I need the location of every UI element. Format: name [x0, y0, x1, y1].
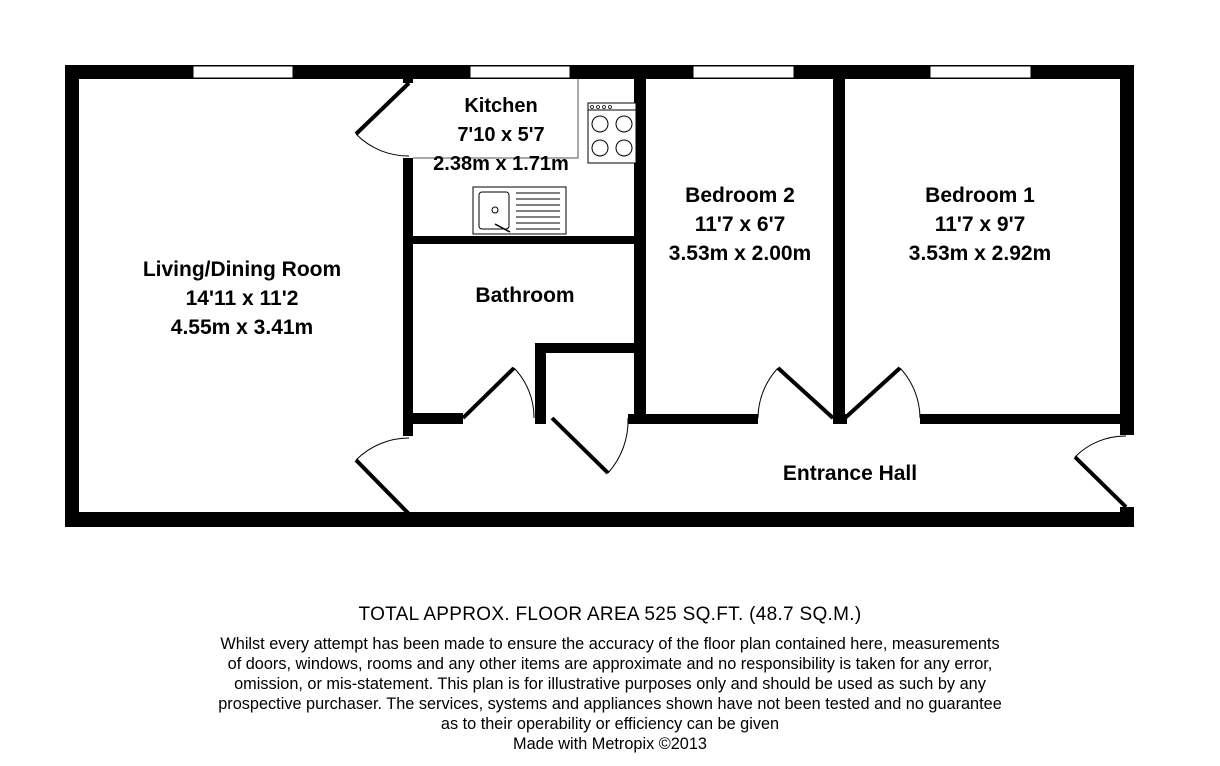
- right-outer-wall-upper: [1120, 65, 1134, 435]
- door-bathroom: [463, 368, 534, 418]
- disclaimer-line: Whilst every attempt has been made to ensure the accuracy of the floor plan contained here, measurements: [220, 635, 1000, 653]
- room-size-imperial: 11'7 x 6'7: [694, 213, 786, 236]
- window-living: [193, 66, 293, 78]
- door-bedroom2: [758, 368, 833, 418]
- cupboard-wall-left: [535, 343, 546, 424]
- disclaimer-line: of doors, windows, rooms and any other items are approximate and no responsibility is taken for any error,: [227, 655, 993, 673]
- door-cupboard: [552, 418, 628, 473]
- room-name: Living/Dining Room: [142, 258, 342, 281]
- room-name: Entrance Hall: [782, 462, 918, 485]
- room-name: Bedroom 1: [925, 184, 1035, 207]
- disclaimer-line: omission, or mis-statement. This plan is for illustrative purposes only and should be used as such by any: [234, 675, 986, 693]
- total-floor-area: TOTAL APPROX. FLOOR AREA 525 SQ.FT. (48.7 SQ.M.): [358, 604, 862, 625]
- metropix-credit: Made with Metropix ©2013: [513, 735, 707, 753]
- room-size-metric: 3.53m x 2.92m: [908, 242, 1052, 265]
- room-size-imperial: 11'7 x 9'7: [934, 213, 1026, 236]
- room-kitchen: [412, 92, 590, 179]
- window-bedroom1: [930, 66, 1031, 78]
- disclaimer-line: as to their operability or efficiency can be given: [440, 715, 780, 733]
- hob-icon: [588, 103, 636, 163]
- room-size-imperial: 7'10 x 5'7: [457, 124, 545, 146]
- left-outer-wall: [65, 65, 79, 527]
- room-size-metric: 2.38m x 1.71m: [433, 153, 569, 175]
- room-bedroom-1: [860, 181, 1100, 268]
- room-size-metric: 3.53m x 2.00m: [668, 242, 812, 265]
- room-living-dining: [92, 255, 392, 342]
- right-outer-wall-lower: [1120, 507, 1134, 527]
- room-name: Bathroom: [475, 284, 575, 307]
- bottom-outer-wall: [65, 512, 1134, 527]
- room-bathroom: [414, 281, 636, 310]
- window-kitchen: [470, 66, 570, 78]
- door-bedroom1: [845, 368, 920, 418]
- disclaimer-line: prospective purchaser. The services, systems and appliances shown have not been tested and no guarantee: [218, 695, 1002, 713]
- disclaimer: [0, 634, 1220, 754]
- door-entrance: [1075, 436, 1126, 507]
- room-name: Bedroom 2: [685, 184, 795, 207]
- bathroom-hall-wall-left: [403, 413, 463, 424]
- room-size-imperial: 14'11 x 11'2: [185, 287, 299, 310]
- cupboard-wall-top: [535, 343, 640, 353]
- room-entrance-hall: [700, 459, 1000, 488]
- window-bedroom2: [693, 66, 794, 78]
- bedroom1-hall-wall: [920, 414, 1126, 424]
- door-living-kitchen: [356, 83, 409, 156]
- bedroom2-hall-wall: [628, 414, 758, 424]
- kitchen-bathroom-wall: [403, 236, 640, 244]
- room-bedroom-2: [646, 181, 834, 268]
- door-living-hall: [356, 438, 409, 514]
- room-size-metric: 4.55m x 3.41m: [170, 316, 314, 339]
- sink-icon: [473, 187, 566, 234]
- living-kitchen-wall: [403, 158, 413, 436]
- bedroom2-bedroom1-wall: [833, 79, 845, 424]
- room-name: Kitchen: [464, 95, 538, 117]
